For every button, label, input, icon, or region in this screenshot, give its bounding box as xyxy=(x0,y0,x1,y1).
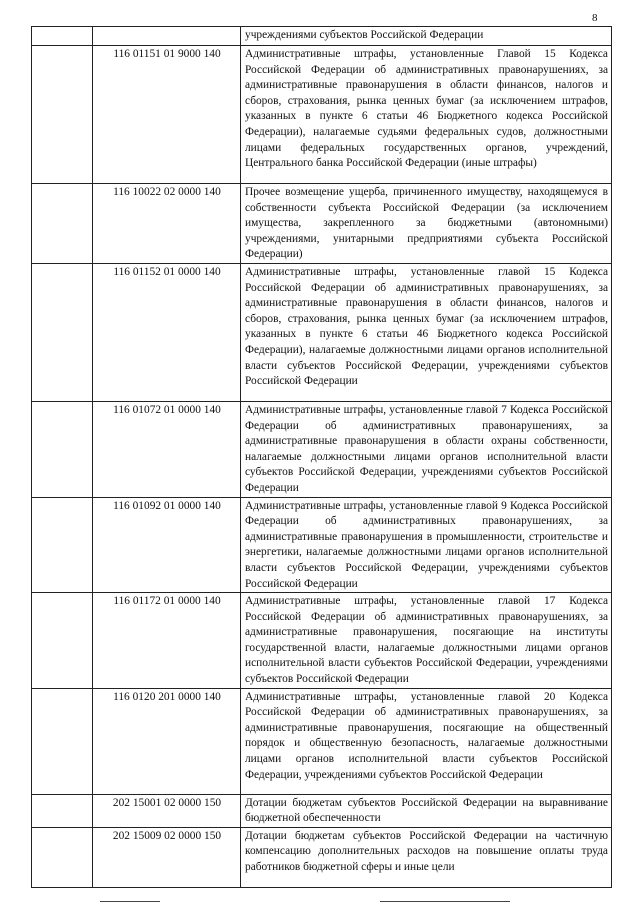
row-number-cell xyxy=(32,401,93,497)
budget-code-cell: 116 01072 01 0000 140 xyxy=(93,401,241,497)
table-row xyxy=(32,497,612,593)
row-number-cell xyxy=(32,46,93,184)
table-row xyxy=(32,401,612,497)
table-row xyxy=(32,263,612,401)
table-row xyxy=(32,27,612,46)
description-cell: Административные штрафы, установленные Главой 15 Кодекса Российской Федерации об административных правонарушениях, за административные правонарушения в области финансов, налогов и сборов, страхования, рынка ценных бумаг (за исключением штрафов, указанных в пункте 6 статьи 46 Бюджетного кодекса Российской Федерации), налагаемые судьями федеральных судов, должностными лицами федеральных государственных органов, учреждений, Центрального банка Российской Федерации (иные штрафы) xyxy=(241,46,612,184)
row-number-cell xyxy=(32,263,93,401)
row-number-cell xyxy=(32,593,93,689)
budget-code-cell xyxy=(93,27,241,46)
budget-code-cell: 116 01151 01 9000 140 xyxy=(93,46,241,184)
scan-artifact-line xyxy=(380,901,510,902)
description-cell: Административные штрафы, установленные главой 15 Кодекса Российской Федерации об административных правонарушениях, за административные правонарушения в области финансов, налогов и сборов, страхования, рынка ценных бумаг (за исключением штрафов, указанных в пункте 6 статьи 46 Бюджетного кодекса Российской Федерации), налагаемые должностными лицами органов исполнительной власти субъектов Российской Федерации, учреждениями субъектов Российской Федерации xyxy=(241,263,612,401)
table-row xyxy=(32,593,612,689)
description-cell: Административные штрафы, установленные главой 7 Кодекса Российской Федерации об административных правонарушениях, за административные правонарушения в области охраны собственности, налагаемые должностными лицами органов исполнительной власти субъектов Российской Федерации, учреждениями субъектов Российской Федерации xyxy=(241,401,612,497)
description-cell: Административные штрафы, установленные главой 9 Кодекса Российской Федерации об административных правонарушениях, за административные правонарушения в промышленности, строительстве и энергетики, налагаемые должностными лицами органов исполнительной власти субъектов Российской Федерации, учреждениями субъектов Российской Федерации xyxy=(241,497,612,593)
row-number-cell xyxy=(32,688,93,794)
table-row xyxy=(32,794,612,827)
table-row xyxy=(32,827,612,887)
row-number-cell xyxy=(32,794,93,827)
budget-code-cell: 116 01172 01 0000 140 xyxy=(93,593,241,689)
budget-code-cell: 116 01092 01 0000 140 xyxy=(93,497,241,593)
revenue-code-table xyxy=(31,26,612,888)
description-cell: Дотации бюджетам субъектов Российской Федерации на выравнивание бюджетной обеспеченности xyxy=(241,794,612,827)
description-cell: Дотации бюджетам субъектов Российской Федерации на частичную компенсацию дополнительных расходов на повышение оплаты труда работников бюджетной сферы и иные цели xyxy=(241,827,612,887)
description-cell: Административные штрафы, установленные главой 17 Кодекса Российской Федерации об административных правонарушениях, за административные правонарушения, посягающие на институты государственной власти, налагаемые должностными лицами органов исполнительной власти субъектов Российской Федерации, учреждениями субъектов Российской Федерации xyxy=(241,593,612,689)
row-number-cell xyxy=(32,27,93,46)
budget-code-cell: 116 10022 02 0000 140 xyxy=(93,184,241,264)
budget-code-cell: 116 0120 201 0000 140 xyxy=(93,688,241,794)
budget-code-cell: 202 15009 02 0000 150 xyxy=(93,827,241,887)
table-row xyxy=(32,688,612,794)
row-number-cell xyxy=(32,827,93,887)
table-row xyxy=(32,46,612,184)
description-cell: Прочее возмещение ущерба, причиненного имуществу, находящемуся в собственности субъекта Российской Федерации (за исключением имущества, закрепленного за бюджетными (автономными) учреждениями, унитарными предприятиями субъекта Российской Федерации) xyxy=(241,184,612,264)
row-number-cell xyxy=(32,497,93,593)
budget-code-cell: 202 15001 02 0000 150 xyxy=(93,794,241,827)
page-number: 8 xyxy=(592,12,598,24)
budget-code-cell: 116 01152 01 0000 140 xyxy=(93,263,241,401)
description-cell: учреждениями субъектов Российской Федерации xyxy=(241,27,612,46)
table-row xyxy=(32,184,612,264)
scan-artifact-line xyxy=(100,901,160,902)
row-number-cell xyxy=(32,184,93,264)
description-cell: Административные штрафы, установленные главой 20 Кодекса Российской Федерации об административных правонарушениях, за административные правонарушения, посягающие на общественный порядок и общественную безопасность, налагаемые должностными лицами органов исполнительной власти субъектов Российской Федерации, учреждениями субъектов Российской Федерации xyxy=(241,688,612,794)
